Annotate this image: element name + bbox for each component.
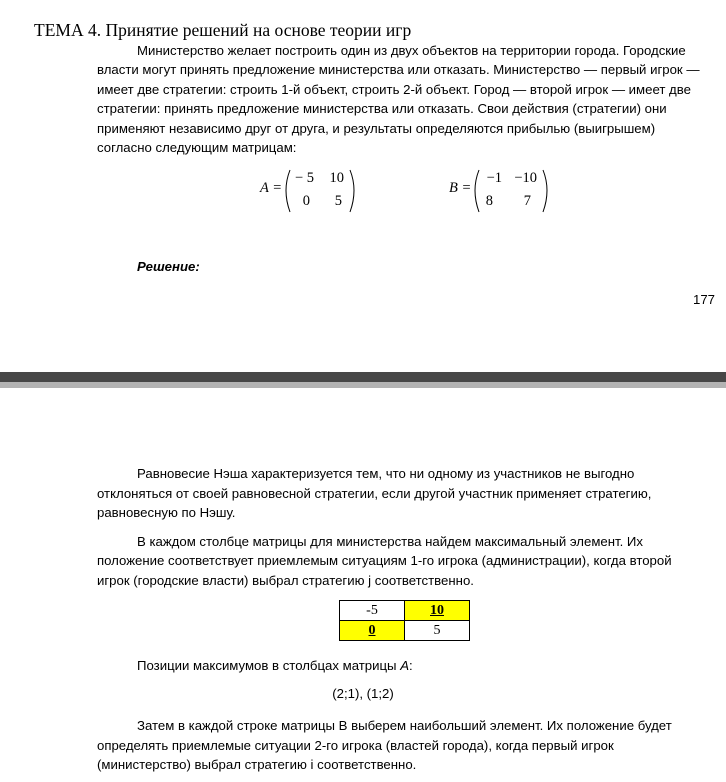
matrix-a-cell-1-2: 10 (329, 170, 344, 186)
matrix-a (260, 166, 360, 216)
intro-line-6: согласно следующим матрицам: (97, 140, 297, 155)
column-line-1: В каждом столбце матрицы для министерства найдем максимальный элемент. Их (137, 534, 643, 549)
intro-line-5: применяют независимо друг от друга, и результаты определяются прибылью (выигрышем) (97, 121, 656, 136)
positions-caption (137, 656, 413, 675)
matrix-b-label: B = (449, 180, 472, 196)
nash-line-3: равновесную по Нэшу. (97, 505, 236, 520)
row-line-1: Затем в каждой строке матрицы B выберем наибольший элемент. Их положение будет (137, 718, 672, 733)
matrix-a-cell-1-1: − 5 (294, 170, 314, 186)
matrix-b-cell-1-1: −1 (486, 170, 502, 186)
table-cell-2-1-highlighted: 0 (340, 621, 405, 641)
matrix-b-brackets (449, 166, 559, 216)
page-title: ТЕМА 4. Принятие решений на основе теории игр (34, 20, 412, 40)
positions-caption-prefix: Позиции максимумов в столбцах матрицы (137, 658, 401, 673)
column-line-2: положение соответствует приемлемым ситуациям 1-го игрока (администрации), когда второй (97, 553, 672, 568)
positions-value: (2;1), (1;2) (332, 686, 394, 701)
positions-caption-var: A (400, 658, 409, 673)
table-row (340, 621, 470, 641)
positions-caption-suffix: : (408, 658, 413, 673)
nash-line-1: Равновесие Нэша характеризуется тем, что ни одному из участников не выгодно (137, 466, 635, 481)
page-upper (0, 0, 726, 372)
page-separator (0, 372, 726, 382)
intro-line-1: Министерство желает построить один из двух объектов на территории города. Городские (137, 43, 686, 58)
matrix-b (449, 166, 559, 216)
solution-label: Решение: (137, 259, 200, 274)
table-cell-1-2-highlighted: 10 (405, 601, 470, 621)
intro-line-2: власти могут принять предложение министерства или отказать. Министерство — первый игрок — (97, 62, 700, 77)
table-cell-2-2: 5 (405, 621, 470, 641)
page-separator-shadow (0, 382, 726, 388)
intro-line-3: имеет две стратегии: строить 1-й объект, строить 2-й объект. Город — второй игрок — имеет две (97, 82, 691, 97)
table-row (340, 601, 470, 621)
matrix-a-cell-2-2: 5 (334, 193, 342, 209)
row-line-2: определять приемлемые ситуации 2-го игрока (властей города), когда первый игрок (97, 738, 614, 753)
row-line-3: (министерство) выбрал стратегию i соответственно. (97, 757, 417, 772)
matrix-b-cell-1-2: −10 (514, 170, 537, 186)
column-line-3: игрок (городские власти) выбрал стратегию j соответственно. (97, 573, 474, 588)
page-number: 177 (693, 292, 716, 307)
matrix-a-label: A = (260, 180, 283, 196)
matrix-b-cell-2-1: 8 (485, 193, 493, 209)
column-max-table (339, 600, 470, 641)
nash-line-2: отклоняться от своей равновесной стратегии, если другой участник применяет стратегию, (97, 486, 652, 501)
table-cell-1-1: -5 (340, 601, 405, 621)
matrix-a-cell-2-1: 0 (302, 193, 310, 209)
intro-line-4: стратегии: принять предложение министерства или отказать. Свои действия (стратегии) они (97, 101, 667, 116)
matrix-b-cell-2-2: 7 (523, 193, 531, 209)
